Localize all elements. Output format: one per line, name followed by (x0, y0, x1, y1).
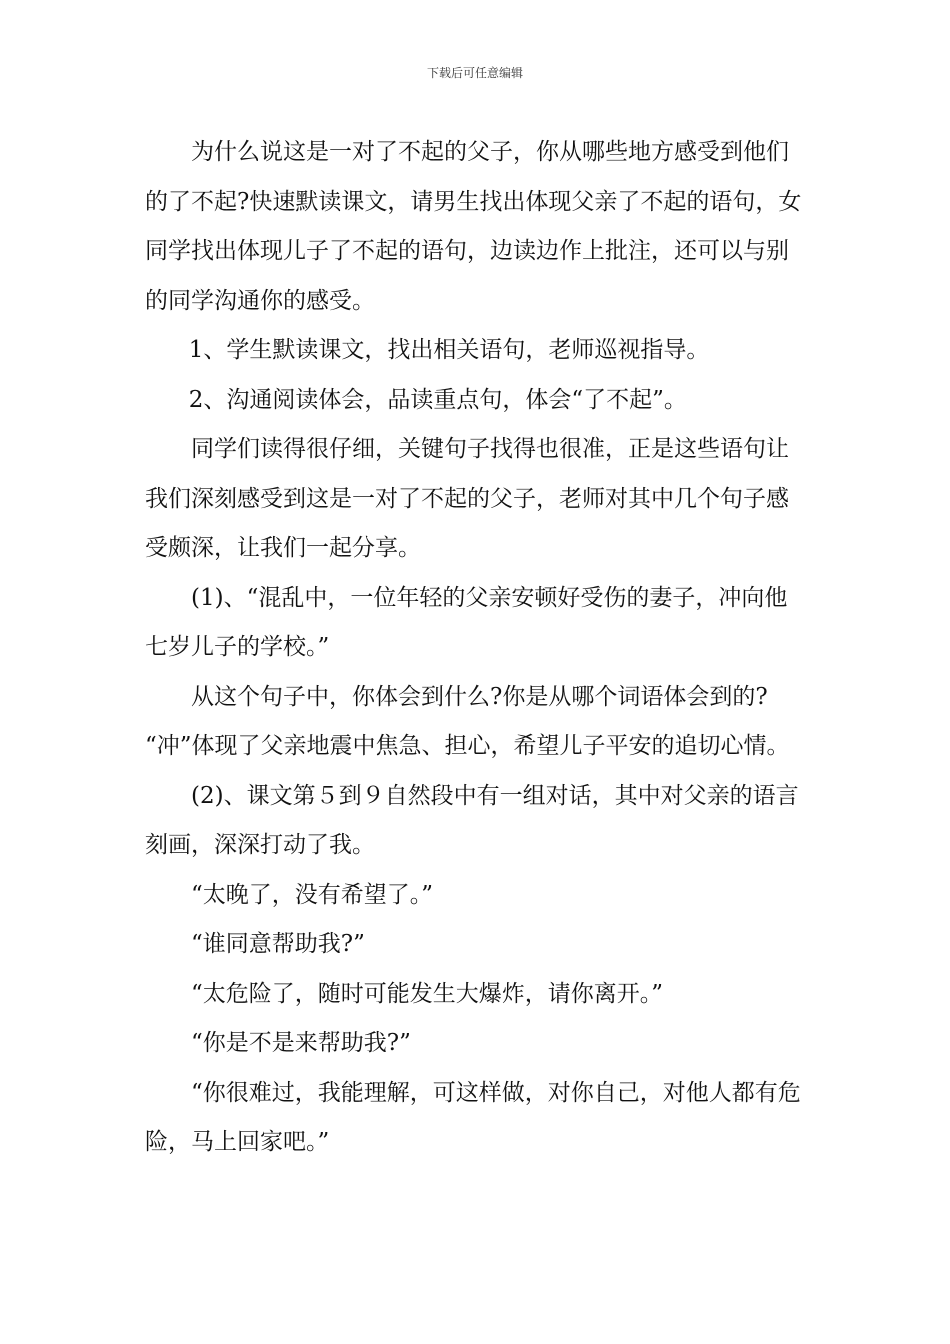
dialogue-line-1: “太晚了，没有希望了。” (191, 881, 434, 908)
page-header: 下载后可任意编辑 (426, 66, 523, 80)
dialogue-line-4: “你是不是来帮助我?” (191, 1030, 411, 1056)
dialogue-line-2: “谁同意帮助我?” (191, 931, 365, 957)
paragraph-share: 同学们读得很仔细，关键句子找得也很准，正是这些语句让我们深刻感受到这是一对了不起的父子，老师对其中几个句子感受颇深，让我们一起分享。 (145, 436, 789, 561)
paragraph-sentence-2: (2)、课文第５到９自然段中有一组对话，其中对父亲的语言刻画，深深打动了我。 (145, 782, 799, 858)
paragraph-sentence-1: (1)、“混乱中，一位年轻的父亲安顿好受伤的妻子，冲向他七岁儿子的学校。” (145, 584, 788, 660)
paragraph-step-1: 1、学生默读课文，找出相关语句，老师巡视指导。 (188, 337, 710, 363)
document-body (145, 128, 810, 1168)
paragraph-step-2: 2、沟通阅读体会，品读重点句，体会“了不起”。 (188, 386, 687, 413)
paragraph-question: 为什么说这是一对了不起的父子，你从哪些地方感受到他们的了不起?快速默读课文，请男生找出体现父亲了不起的语句，女同学找出体现儿子了不起的语句，边读边作上批注，还可以与别的同学沟通你的感受。 (145, 139, 802, 314)
dialogue-line-5: “你很难过，我能理解，可这样做，对你自己，对他人都有危险，马上回家吧。” (145, 1079, 801, 1155)
paragraph-analysis-1: 从这个句子中，你体会到什么?你是从哪个词语体会到的? “冲”体现了父亲地震中焦急、担心，希望儿子平安的追切心情。 (145, 683, 790, 759)
dialogue-line-3: “太危险了，随时可能发生大爆炸，请你离开。” (191, 980, 664, 1007)
